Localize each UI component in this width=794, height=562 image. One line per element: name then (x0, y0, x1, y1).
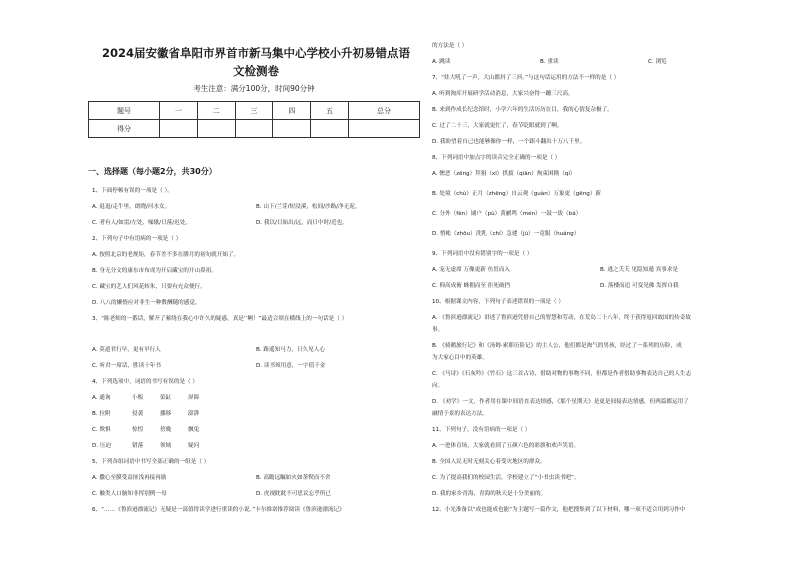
option-d: D. 我的家乡青海，青海的秋天是十分美丽的。 (432, 491, 547, 497)
score-header-cell: 一 (159, 102, 197, 120)
option-a-cont: 事。 (432, 327, 444, 333)
option-d: D. 悄帐（zhōu）洗乳（chí）急遽（jù）一竟服（huáng） (432, 231, 580, 237)
q4-cell: 染缸 (160, 395, 172, 401)
option-b-cont: 为大家心目中的英雄。 (432, 355, 488, 361)
score-cell[interactable] (273, 120, 311, 138)
option-b: B. 山下/兰芽/短浸溪，松间/沙路/净无泥。 (256, 204, 361, 210)
option-a: A. 莫道君行早，更有早行人 (92, 347, 161, 353)
option-c-cont: 向。 (432, 383, 444, 389)
score-header-cell: 题号 (89, 102, 160, 120)
question-11: 11、下列句子，没有语病的一项是（ ） (432, 427, 531, 433)
section-heading: 一、选择题（每小题2分，共30分） (88, 167, 217, 176)
q4-cell: 错落 (132, 443, 144, 449)
score-header-row (89, 102, 420, 120)
question-10: 10、根据课文内容，下列句子表述错误的一项是（ ） (432, 299, 564, 305)
option-c: C. 仰高成俯 蜂拥而至 拒死破挡 (432, 283, 511, 289)
score-header-cell: 五 (311, 102, 349, 120)
option-c: C. 听君一席话，胜读十年书 (92, 363, 161, 369)
q4-cell: D. 压迫 (92, 443, 112, 449)
option-c: C. 过了二十三，大家就更忙了，春节眨眼就到了啊。 (432, 123, 563, 129)
option-c: C. 为了提高我们的校园生活，学校建立了“小书虫读书吧”。 (432, 475, 580, 481)
option-c: C. 触类人口脑知非挥别例一母 (92, 491, 167, 497)
q4-cell: 侵袭 (132, 411, 144, 417)
question-12: 12、小光准备以“成也能成也能”为主题写一篇作文，他把搜集到了以下材料，哪一项不适合用到习作中 (432, 507, 686, 513)
q4-cell: B. 拉附 (92, 411, 111, 417)
option-c: C. 藏宝的艺人们风花转朱，只要有充众便行。 (92, 284, 206, 290)
option-b: B. 处境（chù）正月（zhēng）自云观（guàn）万象更（gēng）新 (432, 191, 602, 197)
option-a: A. 宠无虚席 万像更新 鱼贯而入 (432, 267, 510, 273)
score-header-cell: 四 (273, 102, 311, 120)
q4-cell: 惊惶 (132, 427, 144, 433)
option-d: D. 落楼而追 可变见佛 发挥自我 (600, 283, 679, 289)
document-title (96, 44, 416, 80)
option-b: B. 身无分文的康东市布成为开启藏宝的开山鼻祖。 (92, 268, 217, 274)
option-a: A. 跳读 (432, 59, 451, 65)
option-b: B. 路遥知马力，日久见人心 (256, 347, 325, 353)
option-b: B. 逃之夭夭 见隐知遁 宾事求是 (600, 267, 679, 273)
q4-cell: 屏障 (188, 395, 200, 401)
option-d: D. 虎视眈眈不可思议忘乎所已 (256, 491, 331, 497)
question-5: 5、下列各组词语中书写全部正确的一组是（ ） (92, 459, 210, 465)
option-b: B. 来到作成长纪念馆时，小学六年的生活历历在目，我的心情复杂极了。 (432, 107, 613, 113)
exam-note: 考生注意：满分100分，时间90分钟 (193, 84, 315, 93)
q4-cell: 领域 (160, 443, 172, 449)
question-2: 2、下列句子中有语病的一项是（ ） (92, 236, 182, 242)
score-cell[interactable] (235, 120, 273, 138)
title-line-1: 2024届安徽省阜阳市界首市新马集中心学校小升初易错点语 (101, 46, 410, 60)
question-9: 9、下列词语中没有错别字的一项是（ ） (432, 251, 533, 257)
question-4: 4、下列选项中，词语的书写有误的是（ ） (92, 379, 199, 385)
option-d-cont: 融情于景的表达方法。 (432, 411, 488, 417)
option-b: B. 重读 (540, 59, 559, 65)
score-cell[interactable] (197, 120, 235, 138)
question-7: 7、“娃大吼了一声，大山都抖了三抖。”与这句话运用的方法不一样的是（ ） (432, 75, 620, 81)
option-a: A. 撒心至膜受益匪浅再接再励 (92, 475, 167, 481)
question-6: 6、“……《鲁滨逊漂流记》无疑是一部值得读学进行重读的小说。”卡尔维诺推荐阅读《鲁滨逊漂流记》 (92, 507, 345, 513)
q4-cell: 疑问 (188, 443, 200, 449)
option-a: A. 听到淘库开展研学活动消息，大家兴奋得一蹦三尺高。 (432, 91, 574, 97)
score-value-row (89, 120, 420, 138)
q4-cell: 澎湃 (188, 411, 200, 417)
option-c: C. 浏览 (648, 59, 667, 65)
option-c: C. 分外（fèn）铺户（pù）黄鹂鸣（mén）一鼓一钹（bá） (432, 211, 582, 217)
option-a: A. 一进体育场，大家就看到了五颜六色的彩旗和欢声笑语。 (432, 443, 580, 449)
option-b: B. 全国人民无时无刻关心着受灾地区的群众。 (432, 459, 546, 465)
option-c: C. 《马诗》《石灰吟》《竹石》这三首古诗，借助对物的事物不同，但都是作者借助事物表达自己的人生志 (432, 371, 692, 377)
option-c: C. 者有人/如雷/左处，噪歇/日落/迟处。 (92, 220, 191, 226)
score-cell[interactable] (311, 120, 349, 138)
score-row-label: 得分 (89, 120, 160, 138)
score-table (88, 101, 420, 138)
score-cell[interactable] (349, 120, 420, 138)
option-b: B. 高瞻远瞩如火如荼锲而不舍 (256, 475, 331, 481)
q4-cell: 挪移 (160, 411, 172, 417)
option-a: A. 懊恶（zēng）拜狷（xī）拱拔（qiān）拘束困拗（qí） (432, 171, 576, 177)
option-d: D. 《劝学》一文，作者用在课中间语直表达情感，《那个星期天》是更是间接表达情感，但两篇都运用了 (432, 399, 689, 405)
question-3: 3、“陈老师的一番话，解开了萦绕在我心中许久的疑惑，真是‘’啊！”最适合填在横线上的一句话是（ ） (92, 316, 348, 322)
score-header-cell: 二 (197, 102, 235, 120)
score-header-cell: 总分 (349, 102, 420, 120)
q4-cell: C. 欺惧 (92, 427, 111, 433)
q4-cell: 飘兔 (188, 427, 200, 433)
option-d: D. 我盼望着自己也能够像你一样，一个跟斗翻出十万八千里。 (432, 139, 586, 145)
score-cell[interactable] (159, 120, 197, 138)
question-1: 1、下面停顿有误的一项是（ ）。 (92, 188, 173, 194)
option-b: B. 《骑鹅旅行记》和《汤姆·索耶历险记》的主人公，他们都是淘气的男孩，经过了一系列的历险，成 (432, 343, 682, 349)
option-d: D. 八八的懒惰应对非生一种敷酬随的感觉。 (92, 300, 201, 306)
score-header-cell: 三 (235, 102, 273, 120)
option-a: A. 按照北京的老规矩，春节差不多在腊月的初旬就开始了。 (92, 252, 240, 258)
question-8: 8、下列词语中加点字的读音完全正确的一项是（ ） (432, 155, 561, 161)
q4-cell: 小贩 (132, 395, 144, 401)
option-d: D. 读书须用意，一字值千金 (256, 363, 326, 369)
option-d: D. 我以/日始出/远，而日中时/近也。 (256, 220, 348, 226)
option-a: A. 《鲁滨逊漂流记》讲述了鲁滨逊凭借自己的智慧和劳动，在荒岛二十八年，终于获得返回故国的传奇故 (432, 315, 692, 321)
question-6-continued: 的方法是（ ） (432, 43, 468, 49)
option-a: A. 退退/走牛里，朗晓/河水女。 (92, 204, 171, 210)
q4-cell: 傍晚 (160, 427, 172, 433)
q4-cell: A. 通询 (92, 395, 111, 401)
title-line-2: 文检测卷 (233, 64, 279, 78)
